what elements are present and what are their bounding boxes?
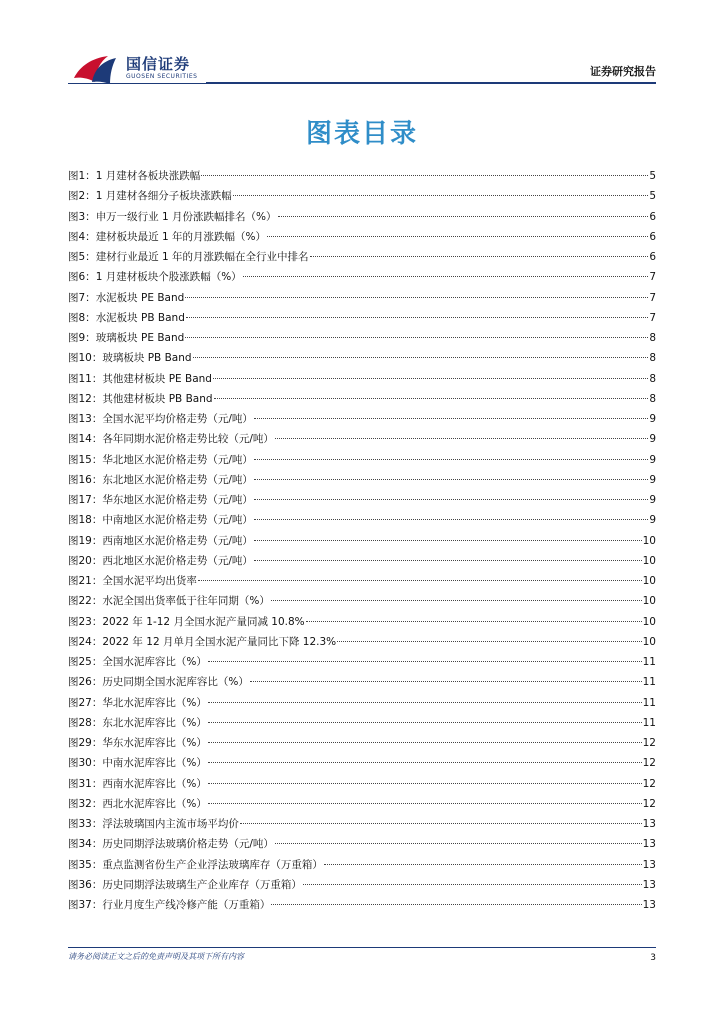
page-number: 3 — [650, 953, 656, 963]
toc-figure-label: 图26： — [68, 676, 103, 689]
toc-page-number: 7 — [649, 311, 656, 324]
toc-figure-title: 西南地区水泥价格走势（元/吨） — [102, 534, 253, 547]
toc-dot-leader — [275, 843, 642, 844]
toc-dot-leader — [208, 803, 642, 804]
toc-dot-leader — [214, 398, 649, 399]
toc-dot-leader — [208, 762, 642, 763]
toc-page-number: 9 — [649, 413, 656, 425]
toc-figure-label: 图19： — [68, 534, 103, 547]
toc-page-number: 9 — [649, 494, 656, 506]
toc-figure-label: 图29： — [68, 737, 103, 749]
toc-page-number: 13 — [642, 878, 656, 891]
toc-dot-leader — [303, 884, 642, 885]
toc-figure-label: 图18： — [68, 514, 103, 527]
toc-entry[interactable] — [68, 330, 656, 350]
toc-figure-label: 图5： — [68, 251, 96, 263]
toc-entry[interactable] — [68, 512, 656, 532]
toc-dot-leader — [254, 540, 642, 541]
toc-page-number: 10 — [642, 554, 656, 567]
toc-page-number: 12 — [642, 757, 656, 770]
toc-page-number: 13 — [642, 858, 656, 871]
toc-dot-leader — [275, 438, 648, 439]
report-type-label: 证券研究报告 — [590, 65, 656, 78]
toc-page-number: 5 — [649, 190, 656, 203]
toc-page-number: 12 — [642, 777, 656, 790]
toc-figure-title: 华东地区水泥价格走势（元/吨） — [102, 494, 253, 506]
toc-figure-label: 图2： — [68, 190, 96, 203]
toc-page-number: 6 — [649, 210, 656, 223]
toc-page-number: 12 — [642, 797, 656, 810]
toc-dot-leader — [254, 459, 648, 460]
toc-dot-leader — [208, 783, 642, 784]
toc-figure-label: 图27： — [68, 696, 103, 709]
toc-entry[interactable] — [68, 411, 656, 431]
brand-name-english: GUOSEN SECURITIES — [126, 73, 198, 80]
page-header — [0, 0, 724, 90]
toc-entry[interactable] — [68, 249, 656, 269]
figure-table-of-contents — [68, 168, 656, 917]
toc-page-number: 7 — [649, 291, 656, 304]
toc-figure-title: 东北地区水泥价格走势（元/吨） — [102, 473, 253, 486]
toc-page-number: 5 — [649, 170, 656, 182]
toc-figure-title: 全国水泥平均出货率 — [102, 575, 197, 587]
toc-page-number: 8 — [649, 332, 656, 344]
toc-dot-leader — [213, 378, 648, 379]
guosen-logo-icon — [70, 52, 120, 86]
toc-figure-label: 图35： — [68, 858, 103, 871]
toc-figure-label: 图34： — [68, 838, 103, 851]
toc-figure-title: 玻璃板块 PE Band — [95, 332, 185, 344]
toc-figure-title: 西北水泥库容比（%） — [102, 797, 207, 810]
toc-entry[interactable] — [68, 188, 656, 208]
toc-figure-label: 图4： — [68, 230, 96, 243]
toc-dot-leader — [254, 479, 648, 480]
toc-page-number: 9 — [649, 453, 656, 466]
toc-dot-leader — [185, 337, 648, 338]
toc-entry[interactable] — [68, 816, 656, 836]
toc-figure-title: 1 月建材各板块涨跌幅 — [95, 170, 201, 182]
toc-figure-label: 图20： — [68, 554, 103, 567]
toc-figure-title: 西南水泥库容比（%） — [102, 777, 207, 790]
toc-entry[interactable] — [68, 877, 656, 897]
toc-dot-leader — [186, 317, 648, 318]
toc-page-number: 12 — [642, 737, 656, 749]
toc-entry[interactable] — [68, 654, 656, 674]
toc-page-number: 11 — [642, 656, 656, 668]
toc-entry[interactable] — [68, 695, 656, 715]
toc-figure-title: 全国水泥库容比（%） — [102, 656, 207, 668]
toc-dot-leader — [306, 621, 642, 622]
toc-figure-label: 图1： — [68, 170, 96, 182]
toc-figure-label: 图31： — [68, 777, 103, 790]
toc-dot-leader — [208, 722, 642, 723]
toc-figure-title: 浮法玻璃国内主流市场平均价 — [102, 818, 239, 830]
toc-dot-leader — [193, 357, 649, 358]
toc-figure-label: 图13： — [68, 413, 103, 425]
toc-page-number: 7 — [649, 271, 656, 284]
toc-page-number: 13 — [642, 818, 656, 830]
toc-figure-label: 图14： — [68, 433, 103, 446]
toc-page-number: 10 — [642, 635, 656, 648]
toc-figure-label: 图8： — [68, 311, 96, 324]
toc-figure-title: 其他建材板块 PE Band — [102, 372, 212, 385]
toc-page-number: 6 — [649, 251, 656, 263]
toc-figure-title: 东北水泥库容比（%） — [102, 716, 207, 729]
toc-entry[interactable] — [68, 593, 656, 613]
toc-figure-label: 图32： — [68, 797, 103, 810]
toc-dot-leader — [254, 560, 642, 561]
toc-figure-title: 1 月建材各细分子板块涨跌幅 — [95, 190, 232, 203]
toc-figure-title: 建材板块最近 1 年的月涨跌幅（%） — [95, 230, 267, 243]
disclaimer-text[interactable]: 请务必阅读正文之后的免责声明及其项下所有内容 — [68, 952, 244, 961]
toc-figure-label: 图12： — [68, 392, 103, 405]
toc-entry[interactable] — [68, 229, 656, 249]
toc-figure-title: 水泥板块 PB Band — [95, 311, 185, 324]
toc-figure-label: 图23： — [68, 615, 103, 628]
toc-dot-leader — [254, 499, 648, 500]
toc-figure-title: 建材行业最近 1 年的月涨跌幅在全行业中排名 — [95, 251, 309, 263]
toc-figure-title: 历史同期浮法玻璃价格走势（元/吨） — [102, 838, 274, 851]
toc-page-number: 9 — [649, 433, 656, 446]
toc-entry[interactable] — [68, 350, 656, 370]
toc-entry[interactable] — [68, 168, 656, 188]
toc-page-number: 10 — [642, 575, 656, 587]
toc-figure-label: 图6： — [68, 271, 96, 284]
toc-entry[interactable] — [68, 472, 656, 492]
toc-figure-title: 2022 年 1-12 月全国水泥产量同减 10.8% — [102, 615, 305, 628]
toc-figure-title: 各年同期水泥价格走势比较（元/吨） — [102, 433, 274, 446]
toc-figure-label: 图15： — [68, 453, 103, 466]
toc-entry[interactable] — [68, 209, 656, 229]
toc-figure-title: 历史同期浮法玻璃生产企业库存（万重箱） — [102, 878, 302, 891]
toc-entry[interactable] — [68, 553, 656, 573]
toc-figure-title: 申万一级行业 1 月份涨跌幅排名（%） — [95, 210, 277, 223]
toc-dot-leader — [271, 904, 641, 905]
toc-page-number: 10 — [642, 534, 656, 547]
toc-figure-label: 图9： — [68, 332, 96, 344]
brand-name: 国信证券 — [126, 55, 191, 73]
toc-entry[interactable] — [68, 431, 656, 451]
toc-figure-title: 行业月度生产线冷修产能（万重箱） — [102, 899, 271, 911]
toc-figure-title: 中南地区水泥价格走势（元/吨） — [102, 514, 253, 527]
toc-page-number: 10 — [642, 615, 656, 628]
toc-page-number: 6 — [649, 230, 656, 243]
toc-dot-leader — [271, 600, 642, 601]
toc-page-number: 11 — [642, 676, 656, 689]
toc-page-number: 10 — [642, 595, 656, 608]
toc-entry[interactable] — [68, 492, 656, 512]
toc-figure-title: 水泥板块 PE Band — [95, 291, 185, 304]
toc-figure-title: 华北地区水泥价格走势（元/吨） — [102, 453, 253, 466]
toc-entry[interactable] — [68, 533, 656, 553]
toc-entry[interactable] — [68, 674, 656, 694]
toc-figure-title: 华东水泥库容比（%） — [102, 737, 207, 749]
toc-figure-title: 玻璃板块 PB Band — [102, 352, 192, 365]
toc-dot-leader — [208, 661, 642, 662]
toc-figure-label: 图16： — [68, 473, 103, 486]
toc-entry[interactable] — [68, 715, 656, 735]
toc-page-number: 13 — [642, 838, 656, 851]
toc-figure-title: 中南水泥库容比（%） — [102, 757, 207, 770]
toc-dot-leader — [310, 256, 649, 257]
toc-dot-leader — [198, 580, 642, 581]
toc-entry[interactable] — [68, 310, 656, 330]
toc-figure-title: 全国水泥平均价格走势（元/吨） — [102, 413, 253, 425]
toc-figure-title: 其他建材板块 PB Band — [102, 392, 213, 405]
toc-figure-label: 图17： — [68, 494, 103, 506]
toc-figure-label: 图30： — [68, 757, 103, 770]
toc-page-number: 11 — [642, 716, 656, 729]
toc-page-number: 13 — [642, 899, 656, 911]
toc-figure-label: 图22： — [68, 595, 103, 608]
toc-figure-title: 华北水泥库容比（%） — [102, 696, 207, 709]
toc-dot-leader — [278, 216, 649, 217]
toc-dot-leader — [208, 742, 642, 743]
toc-dot-leader — [185, 297, 648, 298]
toc-page-number: 9 — [649, 514, 656, 527]
toc-entry[interactable] — [68, 391, 656, 411]
toc-entry[interactable] — [68, 796, 656, 816]
toc-dot-leader — [324, 864, 642, 865]
toc-entry[interactable] — [68, 371, 656, 391]
toc-entry[interactable] — [68, 614, 656, 634]
toc-figure-label: 图28： — [68, 716, 103, 729]
toc-figure-label: 图24： — [68, 635, 103, 648]
toc-figure-label: 图7： — [68, 291, 96, 304]
toc-dot-leader — [250, 681, 642, 682]
toc-dot-leader — [201, 175, 648, 176]
toc-figure-label: 图33： — [68, 818, 103, 830]
toc-page-number: 8 — [649, 372, 656, 385]
toc-entry[interactable] — [68, 735, 656, 755]
toc-dot-leader — [337, 641, 641, 642]
toc-dot-leader — [233, 195, 649, 196]
toc-entry[interactable] — [68, 634, 656, 654]
toc-entry[interactable] — [68, 452, 656, 472]
footer-divider — [68, 947, 656, 948]
toc-figure-label: 图11： — [68, 372, 103, 385]
toc-entry[interactable] — [68, 857, 656, 877]
toc-entry[interactable] — [68, 755, 656, 775]
toc-page-number: 8 — [649, 352, 656, 365]
toc-page-number: 8 — [649, 392, 656, 405]
toc-dot-leader — [267, 236, 648, 237]
toc-figure-label: 图36： — [68, 878, 103, 891]
toc-dot-leader — [240, 823, 642, 824]
toc-figure-title: 重点监测省份生产企业浮法玻璃库存（万重箱） — [102, 858, 323, 871]
toc-dot-leader — [208, 702, 642, 703]
toc-figure-label: 图10： — [68, 352, 103, 365]
toc-entry[interactable] — [68, 573, 656, 593]
page-title: 图表目录 — [305, 119, 418, 149]
toc-entry[interactable] — [68, 290, 656, 310]
toc-entry[interactable] — [68, 836, 656, 856]
toc-figure-title: 西北地区水泥价格走势（元/吨） — [102, 554, 253, 567]
header-divider-thick — [206, 82, 656, 84]
toc-figure-title: 历史同期全国水泥库容比（%） — [102, 676, 249, 689]
toc-figure-label: 图3： — [68, 210, 96, 223]
toc-page-number: 9 — [649, 473, 656, 486]
toc-figure-title: 1 月建材板块个股涨跌幅（%） — [95, 271, 242, 284]
toc-page-number: 11 — [642, 696, 656, 709]
toc-figure-title: 2022 年 12 月单月全国水泥产量同比下降 12.3% — [102, 635, 337, 648]
toc-dot-leader — [254, 519, 648, 520]
toc-figure-label: 图25： — [68, 656, 103, 668]
toc-figure-label: 图37： — [68, 899, 103, 911]
toc-entry[interactable] — [68, 776, 656, 796]
toc-entry[interactable] — [68, 897, 656, 917]
toc-dot-leader — [254, 418, 648, 419]
toc-figure-title: 水泥全国出货率低于往年同期（%） — [102, 595, 270, 608]
toc-figure-label: 图21： — [68, 575, 103, 587]
toc-entry[interactable] — [68, 269, 656, 289]
toc-dot-leader — [243, 276, 649, 277]
